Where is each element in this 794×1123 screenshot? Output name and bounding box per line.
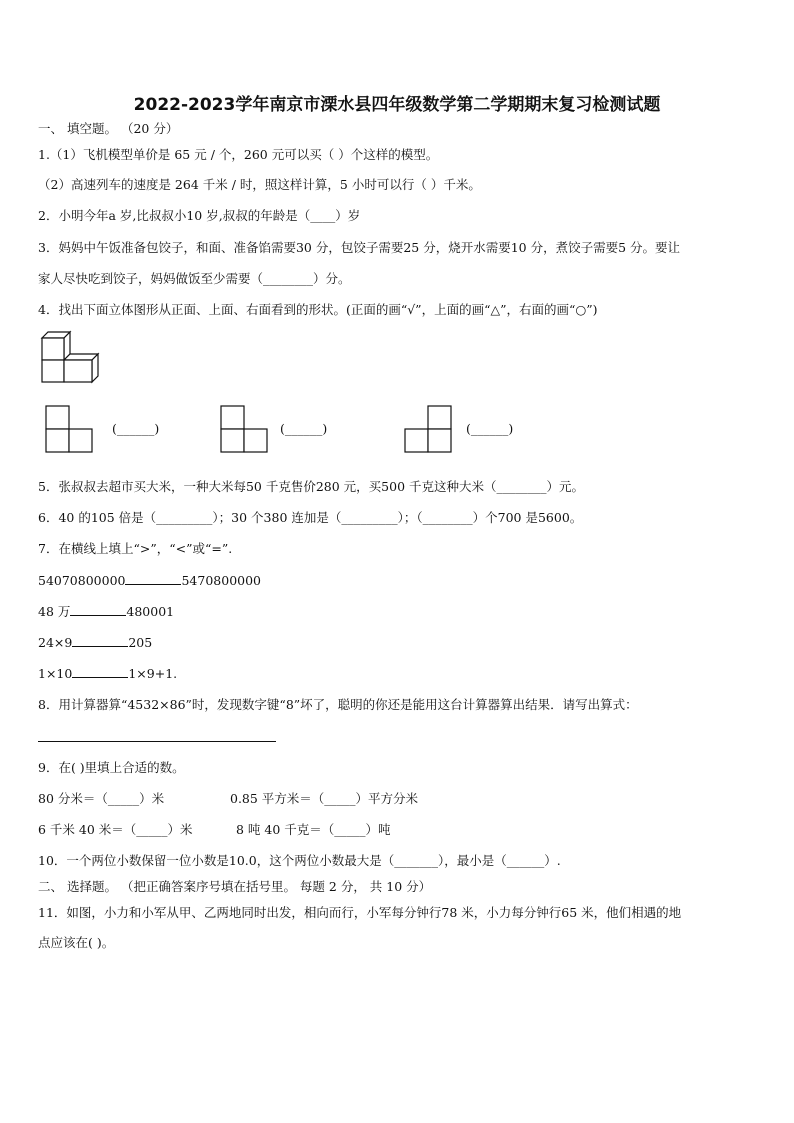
question-9-row-2a: 6 千米 40 米＝（_____）米 bbox=[38, 822, 193, 837]
question-10: 10．一个两位小数保留一位小数是10.0，这个两位小数最大是（_______），最小是（______）. bbox=[38, 853, 561, 868]
compare-left: 54070800000 bbox=[38, 573, 126, 588]
compare-item-4 bbox=[38, 665, 177, 682]
question-8: 8．用计算器算“4532×86”时，发现数字键“8”坏了，聪明的你还是能用这台计算器算出结果．请写出算式： bbox=[38, 697, 638, 712]
view-2-answer: (______) bbox=[280, 421, 328, 436]
compare-right: 480001 bbox=[126, 604, 175, 619]
view-3-answer: (______) bbox=[466, 421, 514, 436]
question-1-part-1: 1.（1）飞机模型单价是 65 元 / 个，260 元可以买（ ）个这样的模型。 bbox=[38, 147, 439, 162]
question-3-line-1: 3．妈妈中午饭准备包饺子，和面、准备馅需要30 分，包饺子需要25 分，烧开水需要10 分，煮饺子需要5 分。要让 bbox=[38, 240, 681, 255]
question-1-part-2: （2）高速列车的速度是 264 千米 / 时，照这样计算，5 小时可以行（ ）千米。 bbox=[38, 177, 481, 192]
compare-item-1 bbox=[38, 572, 261, 589]
cube-stack-figure bbox=[40, 330, 102, 384]
question-11-line-2: 点应该在( )。 bbox=[38, 935, 115, 950]
compare-item-2 bbox=[38, 603, 174, 620]
question-6: 6．40 的105 倍是（_________）；30 个380 连加是（_________）；（________）个700 是5600。 bbox=[38, 510, 583, 525]
compare-blank bbox=[125, 572, 181, 585]
section-1-heading: 一、 填空题。 （20 分） bbox=[38, 121, 179, 136]
compare-left: 24×9 bbox=[38, 635, 73, 650]
question-9-row-1b: 0.85 平方米＝（_____）平方分米 bbox=[230, 791, 419, 806]
compare-blank bbox=[72, 665, 128, 678]
compare-right: 205 bbox=[128, 635, 153, 650]
question-9: 9．在( )里填上合适的数。 bbox=[38, 760, 185, 775]
question-2: 2．小明今年a 岁,比叔叔小10 岁,叔叔的年龄是（____）岁 bbox=[38, 208, 361, 223]
compare-blank bbox=[70, 603, 126, 616]
question-9-row-2b: 8 吨 40 千克＝（_____）吨 bbox=[236, 822, 391, 837]
question-3-line-2: 家人尽快吃到饺子，妈妈做饭至少需要（________）分。 bbox=[38, 271, 351, 286]
question-4: 4．找出下面立体图形从正面、上面、右面看到的形状。(正面的画“√”，上面的画“△”，右面的画“○”) bbox=[38, 302, 598, 317]
compare-right: 5470800000 bbox=[181, 573, 262, 588]
view-shape-3 bbox=[404, 405, 452, 453]
view-shape-2 bbox=[220, 405, 268, 453]
page-title: 2022-2023学年南京市溧水县四年级数学第二学期期末复习检测试题 bbox=[133, 95, 661, 115]
question-11-line-1: 11．如图，小力和小军从甲、乙两地同时出发，相向而行，小军每分钟行78 米，小力每分钟行65 米，他们相遇的地 bbox=[38, 905, 682, 920]
compare-item-3 bbox=[38, 634, 152, 651]
view-shape-1 bbox=[45, 405, 93, 453]
question-9-row-1a: 80 分米＝（_____）米 bbox=[38, 791, 165, 806]
view-1-answer: (______) bbox=[112, 421, 160, 436]
answer-line bbox=[38, 741, 276, 742]
question-7: 7．在横线上填上“>”，“<”或“=”. bbox=[38, 541, 233, 556]
section-2-heading: 二、 选择题。 （把正确答案序号填在括号里。 每题 2 分， 共 10 分） bbox=[38, 879, 432, 894]
question-5: 5．张叔叔去超市买大米，一种大米每50 千克售价280 元，买500 千克这种大米（________）元。 bbox=[38, 479, 584, 494]
compare-right: 1×9+1. bbox=[128, 666, 178, 681]
compare-blank bbox=[72, 634, 128, 647]
compare-left: 48 万 bbox=[38, 604, 71, 619]
compare-left: 1×10 bbox=[38, 666, 73, 681]
